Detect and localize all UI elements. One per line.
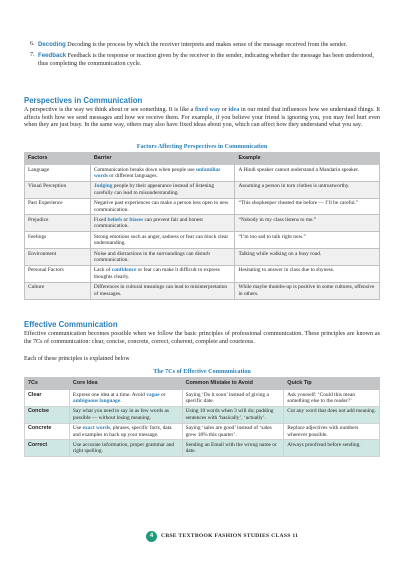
para-text: or [220, 107, 229, 113]
cell-keyword: ambiguous language [72, 397, 121, 404]
seven-cs-table [24, 377, 380, 457]
tip-cell: Cut any word that does not add meaning. [284, 406, 380, 423]
table-row [25, 406, 380, 423]
table-row [25, 265, 380, 282]
tip-cell: Replace adjectives with numbers wherever possible. [284, 423, 380, 440]
example-cell: Talking while walking on a busy road. [235, 249, 380, 266]
factors-table [24, 152, 380, 300]
cell-keyword: Judging [93, 183, 113, 190]
core-idea-cell [69, 390, 182, 407]
barrier-cell [90, 181, 235, 198]
perspectives-paragraph [24, 107, 380, 130]
list-term: Decoding [38, 41, 66, 48]
example-cell: “I’m too sad to talk right now.” [235, 232, 380, 249]
table-row [25, 215, 380, 232]
table-row [25, 232, 380, 249]
para-text: in our mind that influences how we understand things. It affects both how we send messages and how we receive them. For example, if you believe your friend is ignoring you, you may feel hurt even when they are just busy. In the same way, others may also have fixed ideas about you, which can affect how they understand what you say. [24, 107, 380, 129]
factor-cell: Culture [25, 282, 91, 299]
factors-table-caption: Factors Affecting Perspectives in Communication [136, 143, 268, 150]
table-row [25, 165, 380, 182]
table-row [25, 440, 380, 457]
column-header: Quick Tip [284, 378, 380, 390]
cell-text: , phrases, specific facts, data and examples to back up your message. [72, 425, 172, 438]
table-row [25, 423, 380, 440]
factor-cell: Visual Perception [25, 181, 91, 198]
column-header: 7Cs [25, 378, 70, 390]
cell-text: or [159, 391, 166, 398]
list-number: 6. [30, 41, 35, 47]
seven-cs-table-caption: The 7Cs of Effective Communication [153, 368, 251, 375]
table-row [25, 282, 380, 299]
cell-keyword: vague [146, 391, 160, 398]
list-text: Feedback is the response or reaction given by the receiver to the sender, indicating whether the message has been understood, thus completing the communication cycle. [38, 52, 374, 67]
table-header-row [25, 378, 380, 390]
barrier-cell: Differences in cultural meanings can lead to misinterpretation of messages. [90, 282, 235, 299]
effective-heading: Effective Communication [24, 320, 118, 329]
list-text: Decoding is the process by which the receiver interprets and makes sense of the message received from the sender. [65, 42, 347, 48]
example-cell: A Hindi speaker cannot understand a Mandarin speaker. [235, 165, 380, 182]
column-header: Example [235, 153, 380, 165]
principle-cell: Concise [25, 406, 70, 423]
page-footer [0, 530, 400, 544]
cell-text: Communication breaks down when people use [93, 166, 196, 173]
example-cell: Assuming a person in torn clothes is untrustworthy. [235, 181, 380, 198]
core-idea-cell [69, 423, 182, 440]
cell-text: can prevent fair and honest communication. [93, 216, 203, 230]
column-header: Factors [25, 153, 91, 165]
factor-cell: Personal Factors [25, 265, 91, 282]
table-row [25, 198, 380, 215]
table-header-row [25, 153, 380, 165]
cell-text: or fear can make it difficult to express thoughts clearly. [93, 267, 220, 280]
barrier-cell: Negative past experiences can make a person less open to new communication. [90, 198, 235, 215]
cell-keyword: beliefs [107, 216, 123, 223]
barrier-cell [90, 215, 235, 232]
keyword: idea [228, 107, 240, 113]
mistake-cell: Sending an Email with the wrong name or date. [182, 440, 284, 457]
cell-text: Fixed [93, 216, 108, 223]
list-term: Feedback [38, 51, 67, 59]
para-text: A perspective is the way we think about or see something. It is like a [24, 107, 196, 113]
core-idea-cell: Use accurate information, proper grammar and right spelling. [69, 440, 182, 457]
tip-cell: Always proofread before sending. [284, 440, 380, 457]
mistake-cell: Using 10 words when 3 will do; padding sentences with ‘basically’, ‘actually’. [182, 406, 284, 423]
effective-paragraph: Effective communication becomes possible when we follow the basic principles of professional communication. These principles are known as the 7Cs of communication: clear, concise, concrete, correct, coherent, complete and courteous. [24, 331, 380, 345]
principle-cell: Correct [25, 440, 70, 457]
factor-cell: Past Experience [25, 198, 91, 215]
table-row [25, 181, 380, 198]
table-row [25, 249, 380, 266]
example-cell: Hesitating to answer in class due to shyness. [235, 265, 380, 282]
keyword: fixed way [195, 107, 221, 113]
mistake-cell: Saying ‘Do it soon’ instead of giving a specific date. [182, 390, 284, 407]
factor-cell: Environment [25, 249, 91, 266]
list-item [24, 41, 380, 50]
table-row [25, 390, 380, 407]
list-item [24, 52, 380, 68]
cell-text: Use [72, 425, 83, 432]
column-header: Common Mistake to Avoid [182, 378, 284, 390]
cell-text: people by their appearance instead of listening carefully can lead to misunderstanding. [93, 183, 215, 196]
page-number: 4 [146, 531, 157, 542]
column-header: Barrier [90, 153, 235, 165]
example-cell: “This shopkeeper cheated me before — I’ll be careful.” [235, 198, 380, 215]
barrier-cell: Noise and distractions in the surroundings can disturb communication. [90, 249, 235, 266]
factor-cell: Language [25, 165, 91, 182]
effective-intro: Each of these principles is explained below [24, 356, 130, 362]
column-header: Core Idea [69, 378, 182, 390]
cell-text: Express one idea at a time. Avoid [72, 391, 147, 398]
cell-keyword: unfamiliar words [93, 166, 221, 179]
principle-cell: Concrete [25, 423, 70, 440]
cell-text: or [122, 216, 130, 223]
cell-text: or different languages. [107, 172, 158, 179]
principle-cell: Clear [25, 390, 70, 407]
perspectives-heading: Perspectives in Communication [24, 96, 143, 105]
cell-keyword: confidence [111, 267, 137, 274]
cell-keyword: exact words [82, 425, 111, 432]
factor-cell: Feelings [25, 232, 91, 249]
core-idea-cell: Say what you need to say in as few words as possible — without losing meaning. [69, 406, 182, 423]
tip-cell: Ask yourself: ‘Could this mean something else to the reader?’ [284, 390, 380, 407]
footer-title: CBSE TEXTBOOK FASHION STUDIES CLASS 11 [161, 533, 299, 539]
cell-keyword: biases [129, 216, 144, 223]
list-number: 7. [30, 51, 35, 58]
example-cell: “Nobody in my class listens to me.” [235, 215, 380, 232]
numbered-list [24, 41, 380, 71]
barrier-cell [90, 265, 235, 282]
barrier-cell [90, 165, 235, 182]
factor-cell: Prejudice [25, 215, 91, 232]
cell-text: Lack of [93, 267, 112, 274]
barrier-cell: Strong emotions such as anger, sadness or fear can block clear understanding. [90, 232, 235, 249]
cell-text: . [120, 397, 122, 404]
example-cell: While maybe thumbs-up is positive in some cultures, offensive in others. [235, 282, 380, 299]
mistake-cell: Saying ‘sales are good’ instead of ‘sales grew 18% this quarter’. [182, 423, 284, 440]
